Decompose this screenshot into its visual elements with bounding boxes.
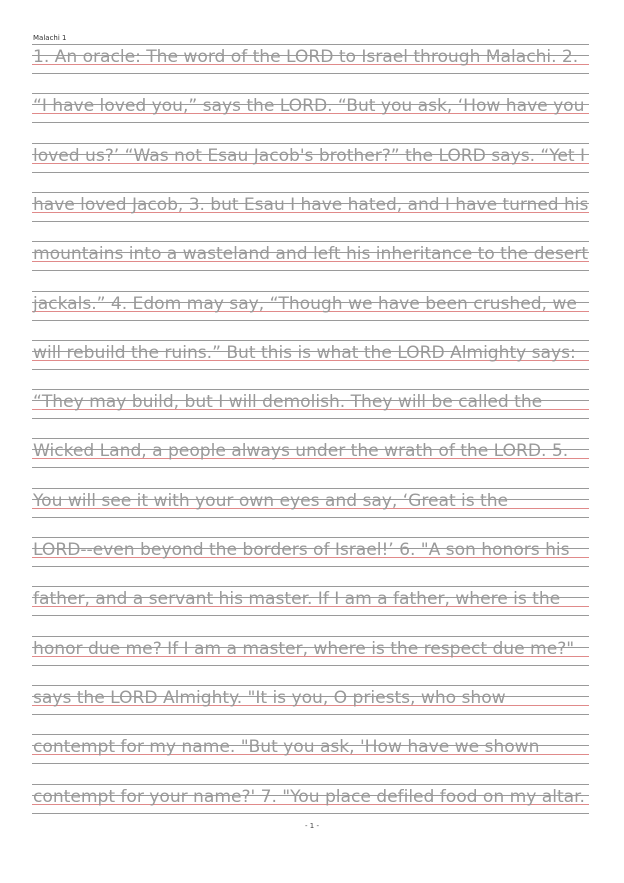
trace-text: LORD--even beyond the borders of Israel!’ 6. "A son honors his <box>33 540 570 560</box>
guide-line-bot <box>32 813 589 814</box>
guide-line-bot <box>32 517 589 518</box>
practice-line <box>32 636 589 684</box>
guide-line-bot <box>32 73 589 74</box>
practice-line <box>32 537 589 585</box>
trace-text: 1. An oracle: The word of the LORD to Israel through Malachi. 2. <box>33 47 579 67</box>
practice-line <box>32 438 589 486</box>
trace-text: have loved Jacob, 3. but Esau I have hated, and I have turned his <box>33 194 589 215</box>
guide-line-bot <box>32 714 589 715</box>
guide-line-top <box>32 685 589 686</box>
trace-text: will rebuild the ruins.” But this is what the LORD Almighty says: <box>33 342 576 363</box>
page-number: - 1 - <box>305 822 319 830</box>
practice-line <box>32 291 589 339</box>
trace-text: father, and a servant his master. If I am a father, where is the <box>33 589 561 610</box>
guide-line-bot <box>32 172 589 173</box>
guide-line-bot <box>32 566 589 567</box>
guide-line-top <box>32 389 589 390</box>
practice-line <box>32 241 589 289</box>
guide-line-bot <box>32 270 589 271</box>
trace-text: contempt for your name?' 7. "You place defiled food on my altar. <box>33 786 585 807</box>
guide-line-top <box>32 291 589 292</box>
guide-line-bot <box>32 665 589 666</box>
guide-line-top <box>32 636 589 637</box>
practice-line <box>32 734 589 782</box>
trace-text: You will see it with your own eyes and say, ‘Great is the <box>33 490 509 511</box>
practice-line <box>32 143 589 191</box>
guide-line-bot <box>32 369 589 370</box>
trace-text: loved us?’ “Was not Esau Jacob's brother?” the LORD says. “Yet I <box>33 145 585 166</box>
guide-line-top <box>32 44 589 45</box>
guide-line-top <box>32 734 589 735</box>
practice-line <box>32 192 589 240</box>
guide-line-top <box>32 192 589 193</box>
trace-text: says the LORD Almighty. "It is you, O priests, who show <box>33 687 506 708</box>
guide-line-bot <box>32 418 589 419</box>
practice-line <box>32 488 589 536</box>
guide-line-bot <box>32 615 589 616</box>
trace-text: “I have loved you,” says the LORD. “But you ask, ‘How have you <box>33 96 585 117</box>
guide-line-top <box>32 241 589 242</box>
page-heading: Malachi 1 <box>33 34 67 42</box>
trace-text: contempt for my name. "But you ask, 'How have we shown <box>33 737 540 758</box>
practice-line <box>32 586 589 634</box>
guide-line-top <box>32 784 589 785</box>
practice-line <box>32 340 589 388</box>
practice-line <box>32 389 589 437</box>
guide-line-top <box>32 488 589 489</box>
guide-line-bot <box>32 122 589 123</box>
practice-line <box>32 685 589 733</box>
guide-line-bot <box>32 467 589 468</box>
trace-text: honor due me? If I am a master, where is the respect due me?" <box>33 638 575 659</box>
trace-text: mountains into a wasteland and left his inheritance to the desert <box>33 244 588 265</box>
practice-line <box>32 44 589 92</box>
guide-line-top <box>32 537 589 538</box>
guide-line-bot <box>32 221 589 222</box>
guide-line-top <box>32 340 589 341</box>
guide-line-top <box>32 438 589 439</box>
guide-line-top <box>32 586 589 587</box>
guide-line-top <box>32 93 589 94</box>
practice-line <box>32 93 589 141</box>
guide-line-bot <box>32 320 589 321</box>
trace-text: jackals.” 4. Edom may say, “Though we have been crushed, we <box>33 293 577 314</box>
trace-text: “They may build, but I will demolish. They will be called the <box>33 392 543 413</box>
trace-text: Wicked Land, a people always under the wrath of the LORD. 5. <box>33 441 569 462</box>
guide-line-top <box>32 143 589 144</box>
guide-line-bot <box>32 763 589 764</box>
